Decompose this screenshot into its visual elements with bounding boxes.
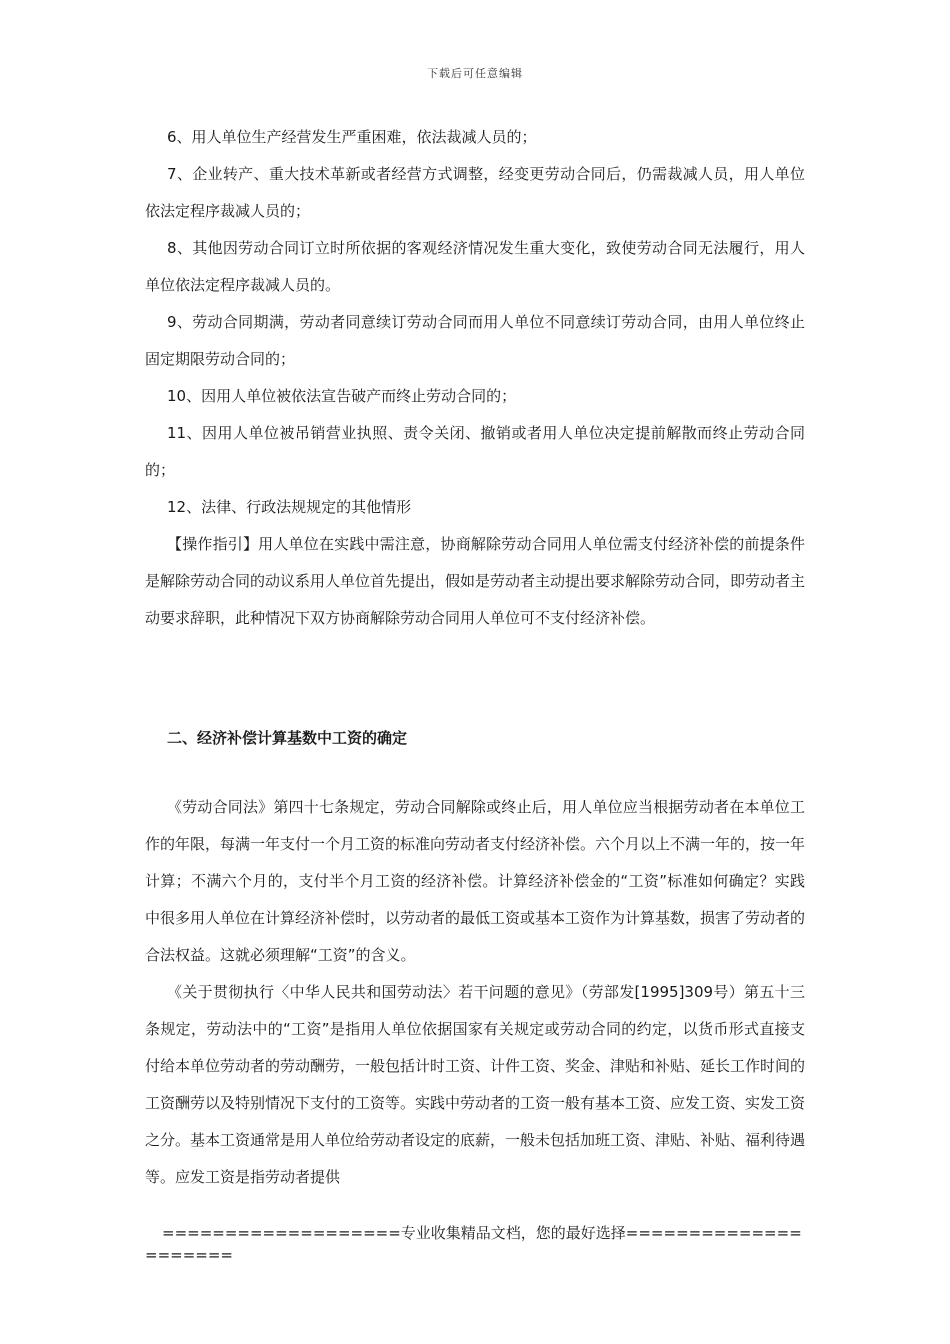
list-item: 6、用人单位生产经营发生严重困难，依法裁减人员的； — [167, 128, 537, 146]
wage-section-body — [145, 789, 805, 1196]
page-header: 下载后可任意编辑 — [427, 67, 523, 80]
list-item: 8、其他因劳动合同订立时所依据的客观经济情况发生重大变化，致使劳动合同无法履行，用人单位依法定程序裁减人员的。 — [145, 239, 805, 294]
section-heading: 二、经济补偿计算基数中工资的确定 — [167, 729, 408, 747]
body-paragraph: 《关于贯彻执行〈中华人民共和国劳动法〉若干问题的意见》（劳部发[1995]309号）第五十三条规定，劳动法中的“工资”是指用人单位依据国家有关规定或劳动合同的约定，以货币形式直接支付给本单位劳动者的劳动酬劳，一般包括计时工资、计件工资、奖金、津贴和补贴、延长工作时间的工资酬劳以及特别情况下支付的工资等。实践中劳动者的工资一般有基本工资、应发工资、实发工资之分。基本工资通常是用人单位给劳动者设定的底薪，一般未包括加班工资、津贴、补贴、福利待遇等。应发工资是指劳动者提供 — [145, 983, 806, 1186]
body-paragraph: 《劳动合同法》第四十七条规定，劳动合同解除或终止后，用人单位应当根据劳动者在本单位工作的年限，每满一年支付一个月工资的标准向劳动者支付经济补偿。六个月以上不满一年的，按一年计算；不满六个月的，支付半个月工资的经济补偿。计算经济补偿金的“工资”标准如何确定？实践中很多用人单位在计算经济补偿时，以劳动者的最低工资或基本工资作为计算基数，损害了劳动者的合法权益。这就必须理解“工资”的含义。 — [145, 798, 806, 964]
list-item: 11、因用人单位被吊销营业执照、责令关闭、撤销或者用人单位决定提前解散而终止劳动合同的； — [145, 424, 805, 479]
operation-guide-paragraph: 【操作指引】用人单位在实践中需注意，协商解除劳动合同用人单位需支付经济补偿的前提条件是解除劳动合同的动议系用人单位首先提出，假如是劳动者主动提出要求解除劳动合同，即劳动者主动要求辞职，此种情况下双方协商解除劳动合同用人单位可不支付经济补偿。 — [145, 535, 806, 627]
numbered-list-section — [145, 119, 805, 637]
list-item: 7、企业转产、重大技术革新或者经营方式调整，经变更劳动合同后，仍需裁减人员，用人单位依法定程序裁减人员的； — [145, 165, 805, 220]
list-item: 10、因用人单位被依法宣告破产而终止劳动合同的； — [167, 387, 517, 405]
list-item: 9、劳动合同期满，劳动者同意续订劳动合同而用人单位不同意续订劳动合同，由用人单位终止固定期限劳动合同的； — [145, 313, 805, 368]
page-footer: ===================专业收集精品文档，您的最好选择===================== — [145, 1224, 802, 1264]
list-item: 12、法律、行政法规规定的其他情形 — [167, 498, 412, 516]
